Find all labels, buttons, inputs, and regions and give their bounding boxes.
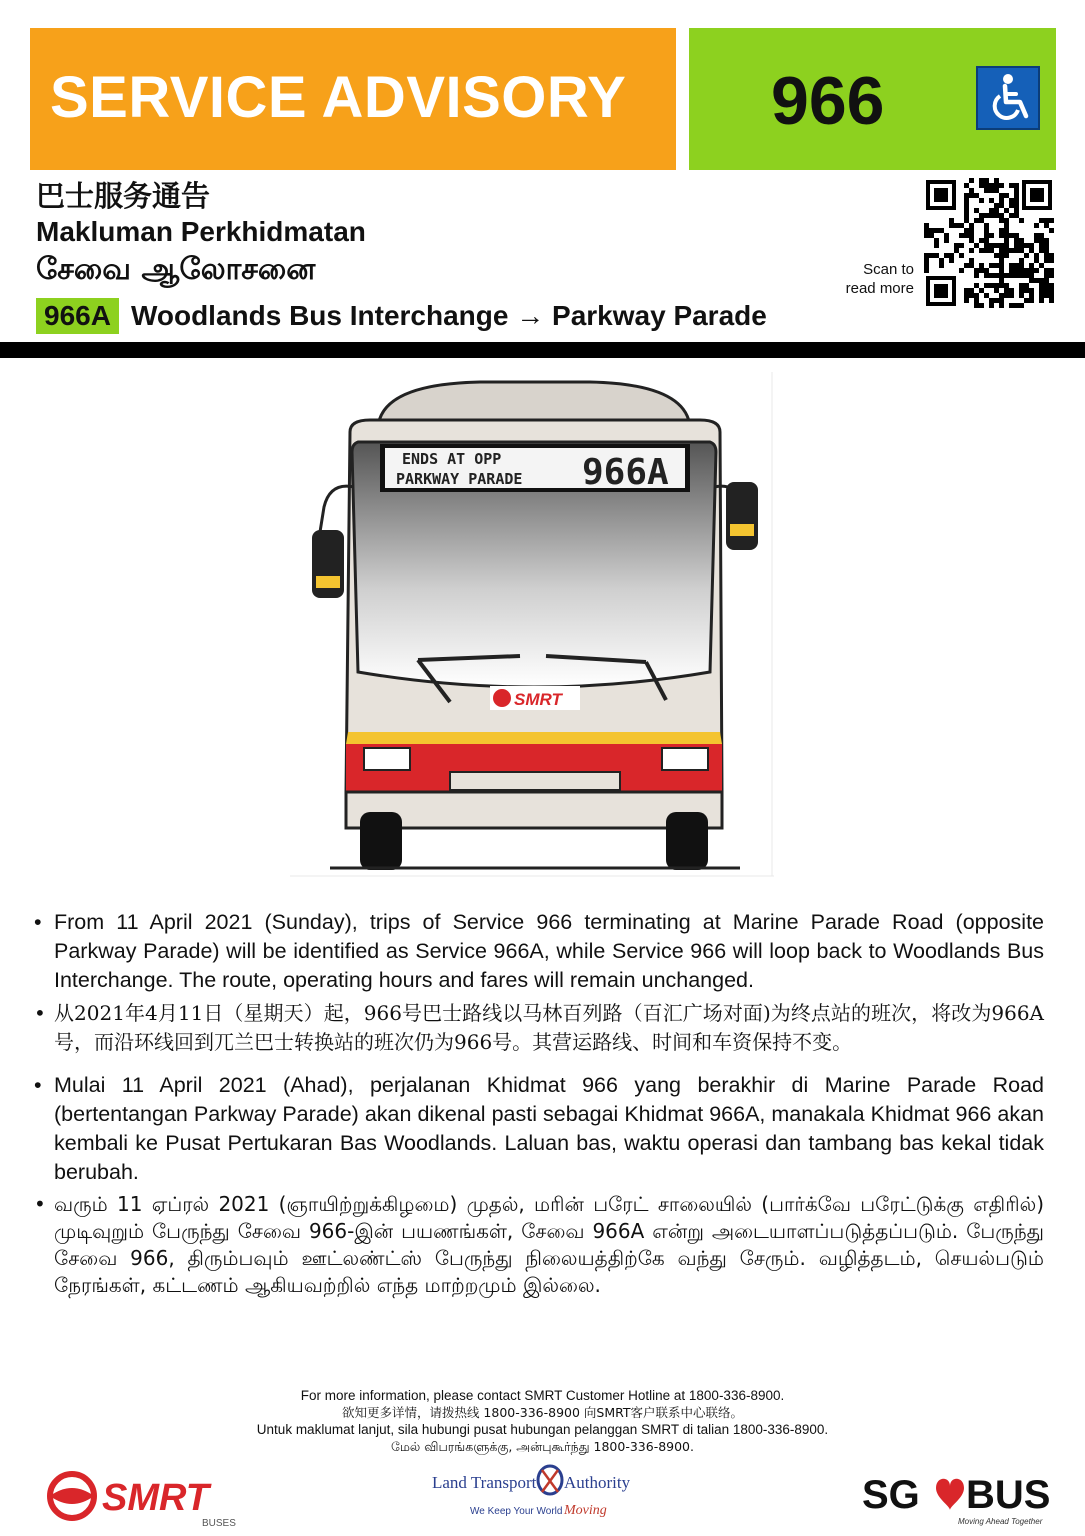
divider-bar <box>0 342 1085 358</box>
lta-name-b: Authority <box>564 1473 630 1492</box>
sgbus-tagline: Moving Ahead Together <box>958 1517 1043 1526</box>
bullet-chinese-text: 从2021年4月11日（星期天）起，966号巴士路线以马林百列路（百汇广场对面)为终点站的班次，将改为966A号，而沿环线回到兀兰巴士转换站的班次仍为966号。其营运路线、时间和车资保持不变。 <box>54 1001 1044 1054</box>
qr-caption <box>832 260 914 298</box>
lta-tagline-b: Moving <box>564 1503 607 1518</box>
route-text: Woodlands Bus Interchange → Parkway Parade <box>130 300 767 331</box>
sgbus-text-b: BUS <box>966 1473 1050 1517</box>
route-badge: 966A <box>36 298 119 334</box>
sgbus-logo <box>862 1468 1050 1528</box>
bullet-malay-text: Mulai 11 April 2021 (Ahad), perjalanan Khidmat 966 yang berakhir di Marine Parade Road (bertentangan Parkway Parade) akan dikenal pasti sebagai Khidmat 966A, manakala Khidmat 966 akan kembali ke Pusat Pertukaran Bas Woodlands. Laluan bas, waktu operasi dan tambang bas kekal tidak berubah. <box>54 1073 1044 1184</box>
advisory-bullets <box>34 908 1044 1303</box>
bullet-tamil: • வரும் 11 ஏப்ரல் 2021 (ஞாயிற்றுக்கிழமை) முதல், மரின் பரேட் சாலையில் (பார்க்வே பரேட்டுக்கு எதிரில்) முடிவுறும் பேருந்து சேவை 966-இன் பயணங்கள், சேவை 966A என்று அடையாளப்படுத்தப்படும். பேருந்து சேவை 966, திரும்பவும் ஊட்லண்ட்ஸ் பேருந்து நிலையத்திற்கே வந்து சேரும். வழித்தடம், செயல்படும் நேரங்கள், கட்டணம் ஆகியவற்றில் எந்த மாற்றமும் இல்லை. <box>34 1192 1044 1297</box>
footer-chinese: 欲知更多详情，请拨热线 1800-336-8900 向SMRT客户联系中心联络。 <box>341 1405 744 1420</box>
contact-footer <box>0 1387 1085 1455</box>
service-advisory-banner <box>30 28 676 170</box>
sign-line1: ENDS AT OPP <box>402 450 502 468</box>
title-tamil: சேவை ஆலோசனை <box>36 252 316 287</box>
sgbus-text-a: SG <box>862 1473 920 1517</box>
sign-line2: PARKWAY PARADE <box>396 470 523 488</box>
route-line <box>36 296 767 336</box>
qr-caption-line2: read more <box>845 280 914 297</box>
footer-tamil: மேல் விபரங்களுக்கு, அன்புகூர்ந்து 1800-336-8900. <box>390 1439 694 1454</box>
service-number: 966 <box>771 63 885 139</box>
lta-name-a: Land Transport <box>432 1473 537 1492</box>
footer-english: For more information, please contact SMRT Customer Hotline at 1800-336-8900. <box>300 1388 785 1403</box>
qr-code[interactable] <box>924 178 1054 308</box>
banner-title: SERVICE ADVISORY <box>50 65 627 130</box>
service-number-banner <box>689 28 1056 170</box>
bullet-chinese: • 从2021年4月11日（星期天）起，966号巴士路线以马林百列路（百汇广场对面)为终点站的班次，将改为966A号，而沿环线回到兀兰巴士转换站的班次仍为966号。其营运路线、时间和车资保持不变。 <box>34 1001 1044 1054</box>
bullet-tamil-text: வரும் 11 ஏப்ரல் 2021 (ஞாயிற்றுக்கிழமை) முதல், மரின் பரேட் சாலையில் (பார்க்வே பரேட்டுக்கு எதிரில்) முடிவுறும் பேருந்து சேவை 966-இன் பயணங்கள், சேவை 966A என்று அடையாளப்படுத்தப்படும். பேருந்து சேவை 966, திரும்பவும் ஊட்லண்ட்ஸ் பேருந்து நிலையத்திற்கே வந்து சேரும். வழித்தடம், செயல்படும் நேரங்கள், கட்டணம் ஆகியவற்றில் எந்த மாற்றமும் இல்லை. <box>54 1192 1044 1297</box>
smrt-logo <box>42 1470 242 1528</box>
qr-caption-line1: Scan to <box>863 261 914 278</box>
title-chinese: 巴士服务通告 <box>36 179 211 213</box>
smrt-logo-sub: BUSES <box>202 1518 236 1528</box>
heart-icon <box>936 1479 964 1510</box>
wheelchair-icon <box>976 66 1040 130</box>
bus-illustration <box>290 372 774 878</box>
title-malay: Makluman Perkhidmatan <box>36 216 366 247</box>
smrt-logo-text: SMRT <box>102 1477 209 1519</box>
bullet-english-text: From 11 April 2021 (Sunday), trips of Service 966 terminating at Marine Parade Road (opposite Parkway Parade) will be identified as Service 966A, while Service 966 will loop back to Woodlands Bus Interchange. The route, operating hours and fares will remain unchanged. <box>54 910 1044 992</box>
bullet-english: • From 11 April 2021 (Sunday), trips of Service 966 terminating at Marine Parade Road (opposite Parkway Parade) will be identified as Service 966A, while Service 966 will loop back to Woodlands Bus Interchange. The route, operating hours and fares will remain unchanged. <box>34 910 1044 992</box>
sign-number: 966A <box>582 452 669 493</box>
lta-logo <box>426 1462 630 1524</box>
bullet-malay: • Mulai 11 April 2021 (Ahad), perjalanan Khidmat 966 yang berakhir di Marine Parade Road (bertentangan Parkway Parade) akan dikenal pasti sebagai Khidmat 966A, manakala Khidmat 966 akan kembali ke Pusat Pertukaran Bas Woodlands. Laluan bas, waktu operasi dan tambang bas kekal tidak berubah. <box>34 1073 1044 1184</box>
multilingual-titles <box>36 178 366 290</box>
footer-malay: Untuk maklumat lanjut, sila hubungi pusat hubungan pelanggan SMRT di talian 1800-336-8900. <box>256 1422 829 1437</box>
lta-tagline-a: We Keep Your World <box>470 1506 563 1517</box>
bus-brand: SMRT <box>514 690 562 709</box>
